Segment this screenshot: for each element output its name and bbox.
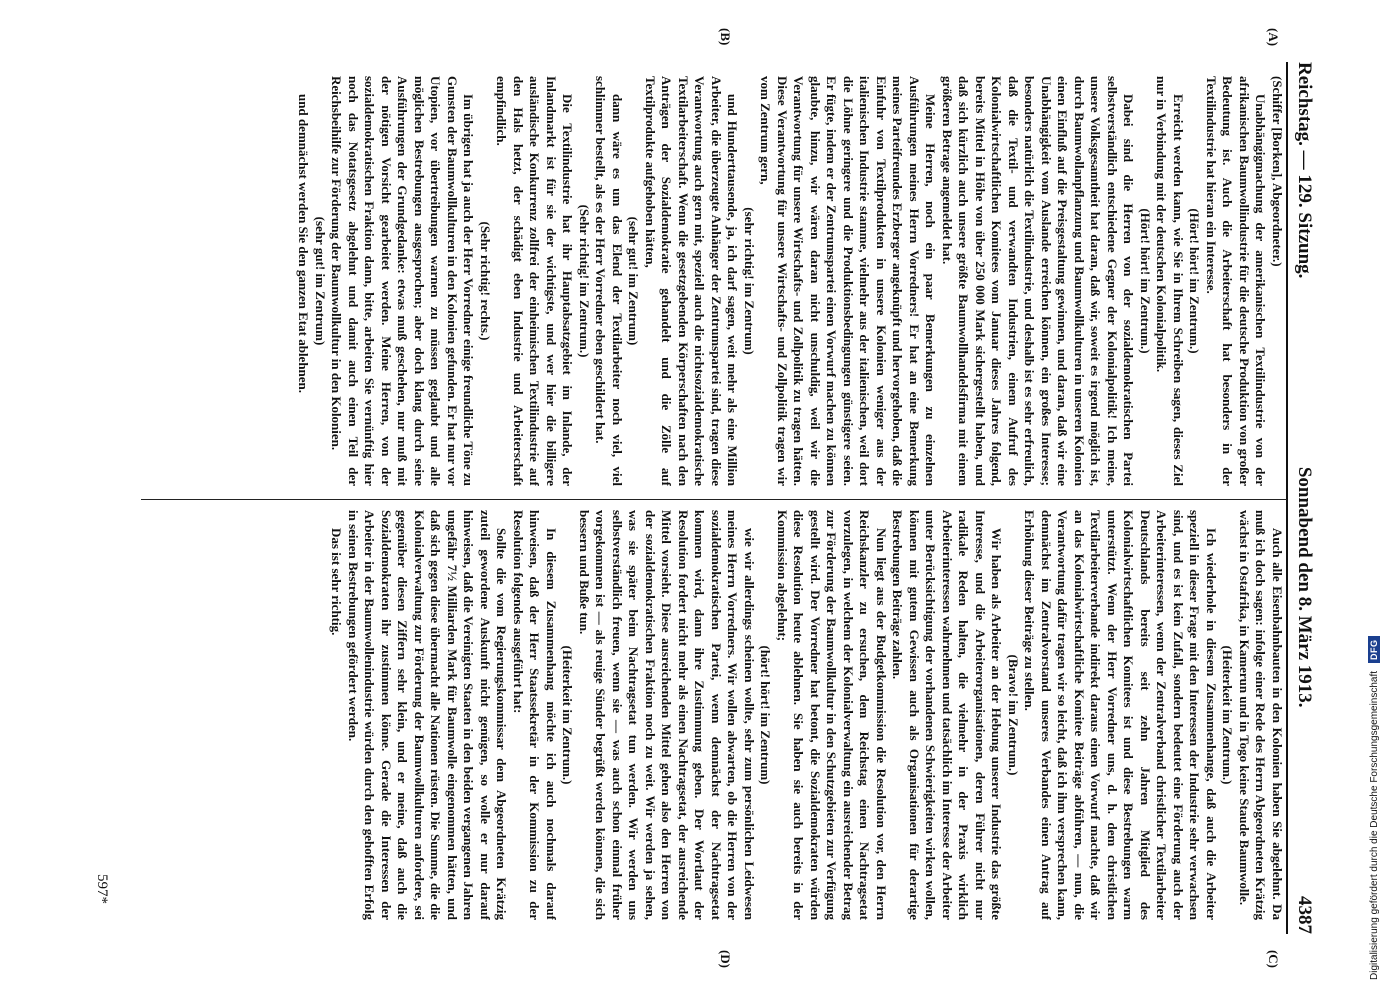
paragraph: Erreicht werden kann, wie Sie in Ihrem Schreiben sagen, dieses Ziel nur in Verbindung mit der deutschen Kolonialpolitik. [1154, 76, 1186, 486]
paragraph: (Sehr richtig! im Zentrum.) [577, 204, 592, 358]
paragraph: (sehr gut! im Zentrum) [626, 216, 642, 346]
left-paragraphs [295, 76, 1269, 486]
margin-mark-d: (D) [718, 949, 733, 968]
margin-mark-c: (C) [1266, 949, 1281, 968]
digitization-footer [1366, 0, 1382, 1000]
margin-mark-a: (A) [1266, 28, 1281, 47]
paragraph: (Heiterkeit im Zentrum.) [1220, 645, 1236, 785]
header-date: Sonnabend den 8. März 1913. [1294, 466, 1315, 708]
paragraph: Dabei sind die Herren von der sozialdemokratischen Partei selbstverständlich entschiedene Gegner der Kolonialpolitik! Ich meine, unsere Volksgesamtheit hat daran, daß wir, soweit es irgend möglich ist, durch Baumwollanpflanzung und Baumwollkulturen in unseren Kolonien einen Einfluß auf die Preisgestaltung gewinnen, und daran, daß wir eine Unabhängigkeit vom Auslande erreichen können, ein großes Interesse; besonders natürlich die Textilindustrie, und deshalb ist es sehr erfreulich, daß die Textil- und verwandten Industrien, einem Aufruf des Kolonialwirtschaftlichen Komitees vom Januar dieses Jahres folgend, bereits Mittel in Höhe von über 250 000 Mark sichergestellt haben, und daß sich kürzlich auch unsere größte Baumwollhandelsfirma mit einem größeren Betrage angemeldet hat. [940, 76, 1137, 486]
paragraph: (Hört! hört! im Zentrum.) [1187, 208, 1203, 354]
paragraph: (Sehr richtig! rechts.) [478, 221, 493, 341]
digitization-note: Digitalisierung gefördert durch die Deutsche Forschungsgemeinschaft [1368, 670, 1380, 980]
paragraph: (Heiterkeit im Zentrum.) [560, 645, 576, 785]
paragraph: Im übrigen hat ja auch der Herr Vorredner einige freundliche Töne zu Gunsten der Baumwollkulturen in den Kolonien gefunden. Er hat nur vor Utopien, vor übertreibungen warnen zu müssen geglaubt und alle möglichen Bestrebungen ausgesprochen; aber doch klang durch seine Ausführungen der Grundgedanke: etwas muß geschehen, nur muß mit der nötigen Vorsicht gearbeitet werden. Meine Herren, von der sozialdemokratischen Fraktion dann, bitte, arbeiten Sie vernünftig hier noch das Notatsgesetz abgelehnt und damit auch einen Teil der Reichsbeihilfe zur Förderung der Baumwollkultur in den Kolonien. [329, 76, 477, 486]
paragraph: Auch alle Eisenbahnbauten in den Kolonien haben Sie abgelehnt. Da muß ich doch sagen: infolge einer Rede des Herrn Abgeordneten Krätzig wächst in Ostafrika, in Kamerun und in Togo keine Staude Baumwolle. [1237, 510, 1285, 920]
paragraph: Meine Herren, noch ein paar Bemerkungen zu einzelnen Ausführungen meines Herrn Vorredners! Er hat an eine Bemerkung meines Parteifreundes Erzberger angeknüpft und hervorgehoben, daß die Einfuhr von Textilprodukten in unsere Kolonien weniger aus der italienischen Industrie stamme, vielmehr aus der italienischen, weil dort die Löhne geringere und die Produktionsbedingungen günstigere seien. Er fügte, indem er der Zentrumspartei einen Vorwurf machen zu können glaubte, hinzu, wir wären daran nicht unschuldig, weil wir die Verantwortung für unsere Wirtschafts- und Zollpolitik zu tragen hätten. Diese Verantwortung für unsere Wirtschafts- und Zollpolitik tragen wir vom Zentrum gern, [758, 76, 939, 486]
paragraph: (sehr richtig! im Zentrum) [742, 207, 757, 355]
paragraph: Nun liegt aus der Budgetkommission die Resolution vor, den Herrn Reichskanzler zu ersuchen, dem Reichstag einen Nachtragsetat vorzulegen, in welchem der Kolonialverwaltung ein ausreichender Betrag zur Förderung der Baumwollkultur in den Schutzgebieten zur Verfügung gestellt wird. Der Vorredner hat betont, die Sozialdemokraten würden diese Resolution heute ablehnen. Sie haben sie auch bereits in der Kommission abgelehnt; [775, 510, 889, 920]
right-column [143, 510, 1285, 920]
paragraph: Unabhängigmachung der amerikanischen Textilindustrie von der afrikanischen Baumwollindustrie für die deutsche Produktion von großer Bedeutung ist. Auch die Arbeiterschaft hat besonders in der Textilindustrie hat hieran ein Interesse. [1204, 76, 1269, 486]
header-left: Reichstag. — 129. Sitzung. [1294, 62, 1315, 279]
paragraph: (Bravo! im Zentrum.) [1006, 654, 1021, 776]
paragraph: (Hört! hört! im Zentrum.) [1138, 208, 1153, 354]
paragraph: In diesem Zusammenhang möchte ich auch nochmals darauf hinweisen, daß der Herr Staatssekretär in der Kommission zu der Resolution folgendes ausgeführt hat: [511, 510, 559, 920]
paragraph: (hört! hört! im Zentrum) [758, 645, 774, 785]
paragraph: Ich wiederhole in diesem Zusammenhange, daß auch die Arbeiter speziell in dieser Frage mit den Interessen der Industrie sehr verwachsen sind, und es ist kein Zufall, sondern bedeutet eine Förderung auch der Arbeiterinteressen, wenn der Zentralverband christlicher Textilarbeiter Deutschlands bereits seit zehn Jahren Mitglied des Kolonialwirtschaftlichen Komitees ist und diese Bestrebungen warm unterstützt. Wenn der Herr Vorredner uns, d. h. dem christlichen Textilarbeiterverbande indirekt daraus einen Vorwurf machte, daß wir an das Kolonialwirtschaftliche Komitee Beiträge abführen, — nun, die Verantwortung dafür tragen wir so leicht, daß ich ihm versprechen kann, demnächst im Zentralvorstand unseres Verbandes einen Antrag auf Erhöhung dieser Beiträge zu stellen. [1022, 510, 1219, 920]
page-header [1286, 62, 1333, 934]
paragraph: Sollte die vom Regierungskommissar dem Abgeordneten Krätzig zuteil gewordene Auskunft nicht genügen, so wolle er nur darauf hinweisen, daß die Vereinigten Staaten in den beiden vergangenen Jahren ungefähr 7½ Milliarden Mark für Baumwolle eingenommen hätten, und daß sich gegen diese übermacht alle Nationen rüsten. Die Summe, die die Kolonialverwaltung zur Förderung der Baumwollkulturen anfordere, sei gegenüber diesen Ziffern sehr klein, und er meine, daß auch die Sozialdemokraten ihr zustimmen könne. Gerade die Interessen der Arbeiter in der Baumwollenindustrie würden durch den gehofften Erfolg in seinen Bestrebungen gefördert werden. [346, 510, 510, 920]
paragraph: Wir haben als Arbeiter an der Hebung unserer Industrie das größte Interesse, und die Arbeiterorganisationen, deren Führer nicht nur radikale Reden halten, die vielmehr in der Praxis wirklich Arbeiterinteressen wahrnehmen und tatsächlich im Interesse der Arbeiter unter Berücksichtigung der vorhandenen Schwierigkeiten wirken wollen, können mit gutem Gewissen auch als Organisationen für derartige Bestrebungen Beiträge zahlen. [890, 510, 1005, 920]
left-column [143, 76, 1285, 486]
paragraph: Die Textilindustrie hat ihr Hauptabsatzgebiet im Inlande, der Inlandmarkt ist für sie der wichtigste, und wer hier die billigere ausländische Konkurrenz zollfrei der einheimischen Textilindustrie auf den Hals hetzt, der schädigt eben Industrie und Arbeiterschaft empfindlich. [494, 76, 576, 486]
margin-mark-b: (B) [718, 28, 733, 46]
paragraph: wie wir allerdings scheinen wollte, sehr zum persönlichen Leidwesen meines Herrn Vorredners. Wir wollen abwarten, ob die Herren von der sozialdemokratischen Partei, wenn demnächst der Nachtragsetat kommen wird, dann ihre Zustimmung geben. Der Wortlaut der Resolution fordert nicht mehr als einen Nachtragsetat, der ausreichende Mittel vorsieht. Diese ausreichenden Mittel gehen also den Herren von der sozialdemokratischen Fraktion noch zu weit. Wir werden ja sehen, was sie später beim Nachtragsetat tun werden. Wir werden uns selbstverständlich freuen, wenn sie — was auch schon einmal früher vorgekommen ist — als reuige Sünder begrüßt werden können, die sich bessern und Buße tun. [577, 510, 757, 920]
paragraph: und demnächst werden Sie den ganzen Etat ablehnen. [296, 94, 312, 394]
column-divider [141, 499, 1287, 500]
paragraph: und Hunderttausende, ja, ich darf sagen, weit mehr als eine Million Arbeiter, die überzeugte Anhänger der Zentrumspartei sind, tragen diese Verantwortung auch gern mit, speziell auch die nichtsozialdemokratische Textilarbeiterschaft. Wenn die gesetzgebenden Körperschaften nach den Anträgen der Sozialdemokratie gehandelt und die Zölle auf Textilprodukte aufgehoben hätten, [643, 76, 741, 486]
paragraph: (sehr gut! im Zentrum) [313, 216, 328, 346]
paragraph: Das ist sehr richtig. [329, 528, 345, 636]
speaker-line: (Schiffer [Borken], Abgeordneter.) [1270, 76, 1285, 267]
digitization-footer-text-wrap [1366, 0, 1382, 980]
footer-page-number: 597* [94, 874, 110, 904]
right-paragraphs [328, 510, 1285, 920]
dfg-logo: DFG [1368, 636, 1380, 663]
document-page [73, 28, 1333, 968]
page-number: 4387 [1294, 895, 1315, 934]
paragraph: dann wäre es um das Elend der Textilarbeiter noch viel, viel schlimmer bestellt, als es der Herr Vorredner eben geschildert hat. [593, 76, 625, 486]
